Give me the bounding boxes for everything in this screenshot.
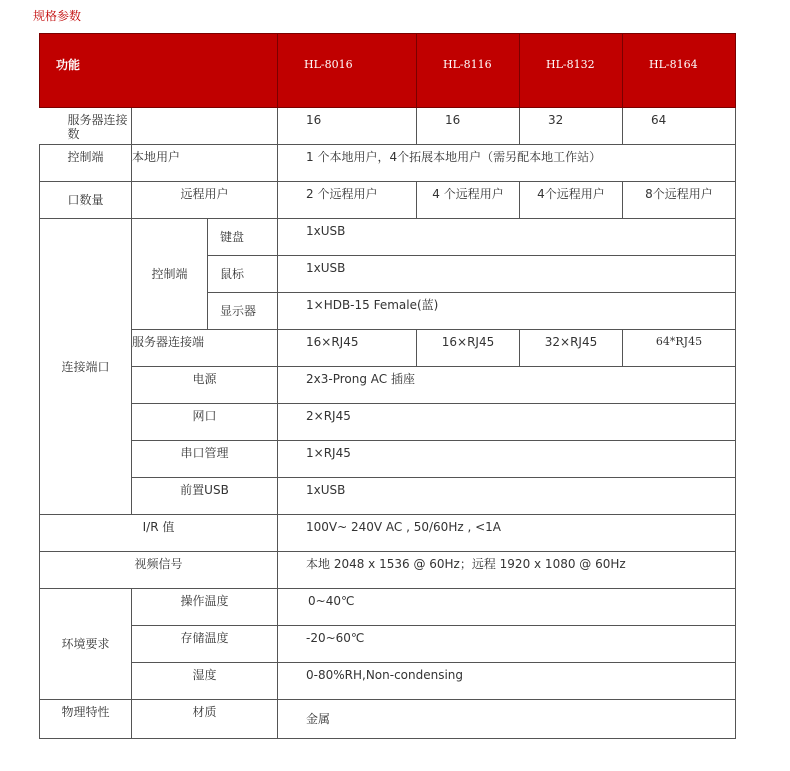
server-ports-value-1: 16×RJ45 bbox=[278, 330, 417, 367]
row-storage-temp bbox=[40, 626, 741, 663]
keyboard-label: 键盘 bbox=[208, 219, 278, 256]
storage-temp-value: -20~60℃ bbox=[278, 626, 736, 663]
network-value: 2×RJ45 bbox=[278, 404, 736, 441]
video-value: 本地 2048 x 1536 @ 60Hz；远程 1920 x 1080 @ 60Hz bbox=[278, 552, 736, 589]
row-video bbox=[40, 552, 741, 589]
server-ports-value-3: 32×RJ45 bbox=[520, 330, 623, 367]
physical-label: 物理特性 bbox=[40, 700, 132, 739]
ports-console-label: 控制端 bbox=[132, 219, 208, 330]
console-label: 控制端 bbox=[40, 145, 132, 182]
network-label: 网口 bbox=[132, 404, 278, 441]
server-connections-value-2: 16 bbox=[417, 108, 520, 145]
row-keyboard bbox=[40, 219, 741, 256]
header-spacer bbox=[736, 34, 741, 108]
remote-user-label: 远程用户 bbox=[132, 182, 278, 219]
power-label: 电源 bbox=[132, 367, 278, 404]
row-humidity bbox=[40, 663, 741, 700]
ir-label: I/R 值 bbox=[40, 515, 278, 552]
mouse-label: 鼠标 bbox=[208, 256, 278, 293]
ports-label: 连接端口 bbox=[40, 219, 132, 515]
local-user-label: 本地用户 bbox=[132, 145, 278, 182]
remote-user-value-4: 8个远程用户 bbox=[623, 182, 736, 219]
video-label: 视频信号 bbox=[40, 552, 278, 589]
header-function-label: 功能 bbox=[40, 34, 278, 108]
spec-table bbox=[39, 33, 741, 739]
server-ports-label: 服务器连接端 bbox=[132, 330, 278, 367]
server-connections-blank bbox=[132, 108, 278, 145]
header-row bbox=[40, 34, 741, 108]
environment-label: 环境要求 bbox=[40, 589, 132, 700]
row-physical bbox=[40, 700, 741, 739]
humidity-label: 湿度 bbox=[132, 663, 278, 700]
header-model-4: HL-8164 bbox=[623, 34, 736, 108]
front-usb-label: 前置USB bbox=[132, 478, 278, 515]
serial-value: 1×RJ45 bbox=[278, 441, 736, 478]
row-network bbox=[40, 404, 741, 441]
row-server-connections bbox=[40, 108, 741, 145]
display-label: 显示器 bbox=[208, 293, 278, 330]
remote-user-value-1: 2 个远程用户 bbox=[278, 182, 417, 219]
header-model-2: HL-8116 bbox=[417, 34, 520, 108]
serial-label: 串口管理 bbox=[132, 441, 278, 478]
mouse-value: 1xUSB bbox=[278, 256, 736, 293]
row-ir bbox=[40, 515, 741, 552]
op-temp-label: 操作温度 bbox=[132, 589, 278, 626]
server-connections-value-1: 16 bbox=[278, 108, 417, 145]
page-heading: 规格参数 bbox=[33, 9, 82, 23]
remote-user-value-3: 4个远程用户 bbox=[520, 182, 623, 219]
row-console-local bbox=[40, 145, 741, 182]
row-front-usb bbox=[40, 478, 741, 515]
row-power bbox=[40, 367, 741, 404]
remote-user-value-2: 4 个远程用户 bbox=[417, 182, 520, 219]
humidity-value: 0-80%RH,Non-condensing bbox=[278, 663, 736, 700]
front-usb-value: 1xUSB bbox=[278, 478, 736, 515]
keyboard-value: 1xUSB bbox=[278, 219, 736, 256]
server-ports-value-4: 64*RJ45 bbox=[623, 330, 736, 367]
header-model-3: HL-8132 bbox=[520, 34, 623, 108]
material-value: 金属 bbox=[278, 700, 736, 739]
local-user-value: 1 个本地用户，4个拓展本地用户（需另配本地工作站） bbox=[278, 145, 736, 182]
port-count-label: 口数量 bbox=[40, 182, 132, 219]
header-model-1: HL-8016 bbox=[278, 34, 417, 108]
op-temp-value: 0~40℃ bbox=[278, 589, 736, 626]
row-port-count bbox=[40, 182, 741, 219]
display-value: 1×HDB-15 Female(蓝) bbox=[278, 293, 736, 330]
ir-value: 100V~ 240V AC , 50/60Hz , <1A bbox=[278, 515, 736, 552]
row-op-temp bbox=[40, 589, 741, 626]
row-serial bbox=[40, 441, 741, 478]
server-connections-value-3: 32 bbox=[520, 108, 623, 145]
server-connections-label: 服务器连接数 bbox=[40, 108, 132, 145]
power-value: 2x3-Prong AC 插座 bbox=[278, 367, 736, 404]
server-ports-value-2: 16×RJ45 bbox=[417, 330, 520, 367]
storage-temp-label: 存储温度 bbox=[132, 626, 278, 663]
material-label: 材质 bbox=[132, 700, 278, 739]
server-connections-value-4: 64 bbox=[623, 108, 736, 145]
row-server-ports bbox=[40, 330, 741, 367]
